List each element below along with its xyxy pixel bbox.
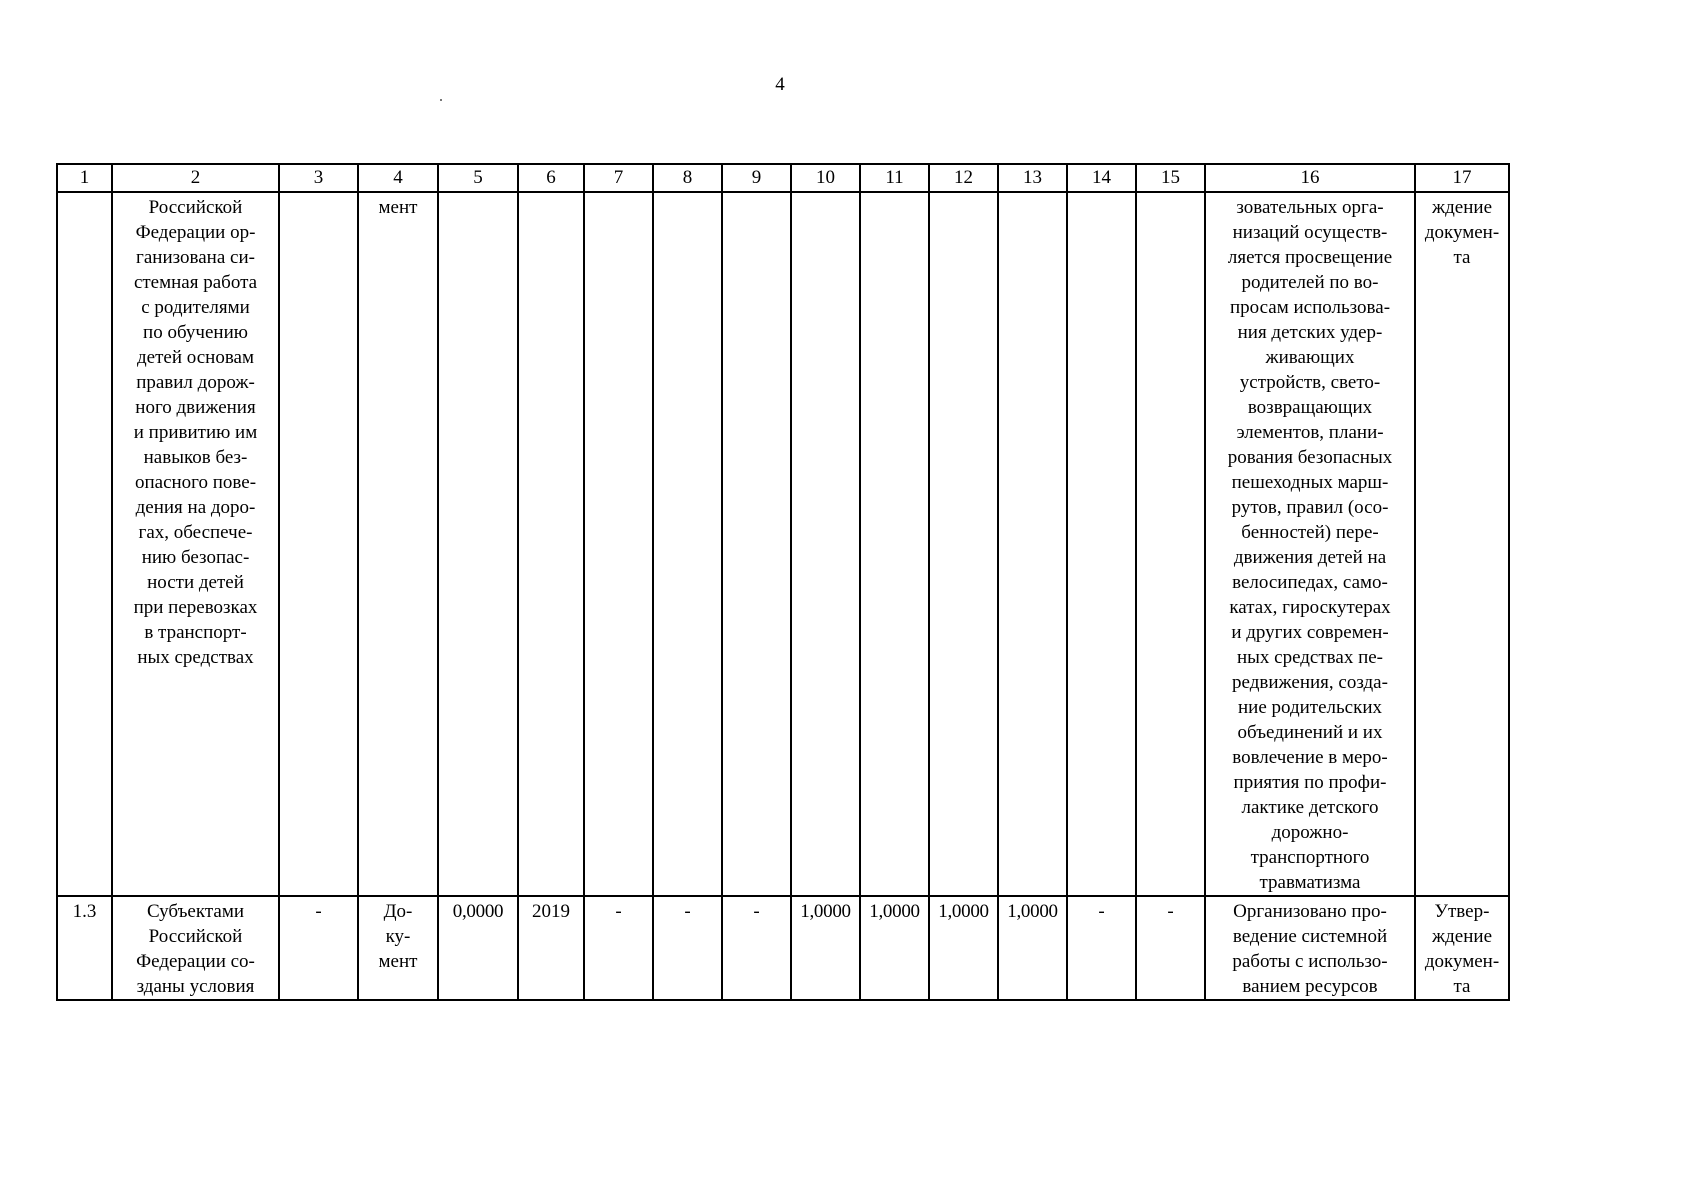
table-cell: - bbox=[653, 896, 722, 1000]
table-cell bbox=[279, 192, 358, 896]
header-cell: 5 bbox=[438, 164, 518, 192]
table-cell: - bbox=[279, 896, 358, 1000]
header-cell: 11 bbox=[860, 164, 929, 192]
base-value-cell: 0,0000 bbox=[438, 896, 518, 1000]
header-cell: 14 bbox=[1067, 164, 1136, 192]
plan-table bbox=[56, 163, 1510, 1001]
table-cell bbox=[518, 192, 584, 896]
value-cell: 1,0000 bbox=[929, 896, 998, 1000]
table-cell bbox=[653, 192, 722, 896]
year-cell: 2019 bbox=[518, 896, 584, 1000]
result-description-cell: зовательных орга- низаций осуществ- ляется просвещение родителей по во- просам использова- ния детских удер- живающих устройств, свето- возвращающих элементов, плани- рования безопасных пешеходных марш- рутов, правил (осо- бенностей) пере- движения детей на велосипедах, само- катах, гироскутерах и других современ- ных средствах пе- редвижения, созда- ние родительских объединений и их вовлечение в меро- приятия по профи- лактике детского дорожно- транспортного травматизма bbox=[1205, 192, 1415, 896]
value-cell: 1,0000 bbox=[998, 896, 1067, 1000]
value-cell: 1,0000 bbox=[791, 896, 860, 1000]
item-number-cell bbox=[57, 192, 112, 896]
header-cell: 6 bbox=[518, 164, 584, 192]
unit-cell: До- ку- мент bbox=[358, 896, 438, 1000]
table-cell: - bbox=[1067, 896, 1136, 1000]
table-cell bbox=[998, 192, 1067, 896]
header-cell: 16 bbox=[1205, 164, 1415, 192]
header-cell: 7 bbox=[584, 164, 653, 192]
header-cell: 8 bbox=[653, 164, 722, 192]
scan-speck bbox=[440, 99, 442, 101]
header-cell: 10 bbox=[791, 164, 860, 192]
table-cell bbox=[929, 192, 998, 896]
table-row bbox=[57, 192, 1509, 896]
description-cell: Российской Федерации ор- ганизована си- стемная работа с родителями по обучению детей основам правил дорож- ного движения и привитию им навыков без- опасного пове- дения на доро- гах, обеспече- нию безопас- ности детей при перевозках в транспорт- ных средствах bbox=[112, 192, 279, 896]
table-cell: - bbox=[584, 896, 653, 1000]
table-cell bbox=[438, 192, 518, 896]
header-cell: 1 bbox=[57, 164, 112, 192]
page-number: 4 bbox=[775, 74, 785, 95]
description-cell: Субъектами Российской Федерации со- зданы условия bbox=[112, 896, 279, 1000]
item-number-cell: 1.3 bbox=[57, 896, 112, 1000]
header-cell: 9 bbox=[722, 164, 791, 192]
table-cell: - bbox=[722, 896, 791, 1000]
table-cell bbox=[584, 192, 653, 896]
header-cell: 4 bbox=[358, 164, 438, 192]
table-cell bbox=[791, 192, 860, 896]
table-cell bbox=[722, 192, 791, 896]
header-cell: 17 bbox=[1415, 164, 1509, 192]
header-cell: 12 bbox=[929, 164, 998, 192]
table-header-row bbox=[57, 164, 1509, 192]
table-cell bbox=[1136, 192, 1205, 896]
table-cell bbox=[1067, 192, 1136, 896]
header-cell: 3 bbox=[279, 164, 358, 192]
table-cell: - bbox=[1136, 896, 1205, 1000]
confirmation-cell: Утвер- ждение докумен- та bbox=[1415, 896, 1509, 1000]
confirmation-cell: ждение докумен- та bbox=[1415, 192, 1509, 896]
table-cell bbox=[860, 192, 929, 896]
header-cell: 15 bbox=[1136, 164, 1205, 192]
result-description-cell: Организовано про- ведение системной работы с использо- ванием ресурсов bbox=[1205, 896, 1415, 1000]
value-cell: 1,0000 bbox=[860, 896, 929, 1000]
unit-cell: мент bbox=[358, 192, 438, 896]
table-row bbox=[57, 896, 1509, 1000]
header-cell: 13 bbox=[998, 164, 1067, 192]
header-cell: 2 bbox=[112, 164, 279, 192]
